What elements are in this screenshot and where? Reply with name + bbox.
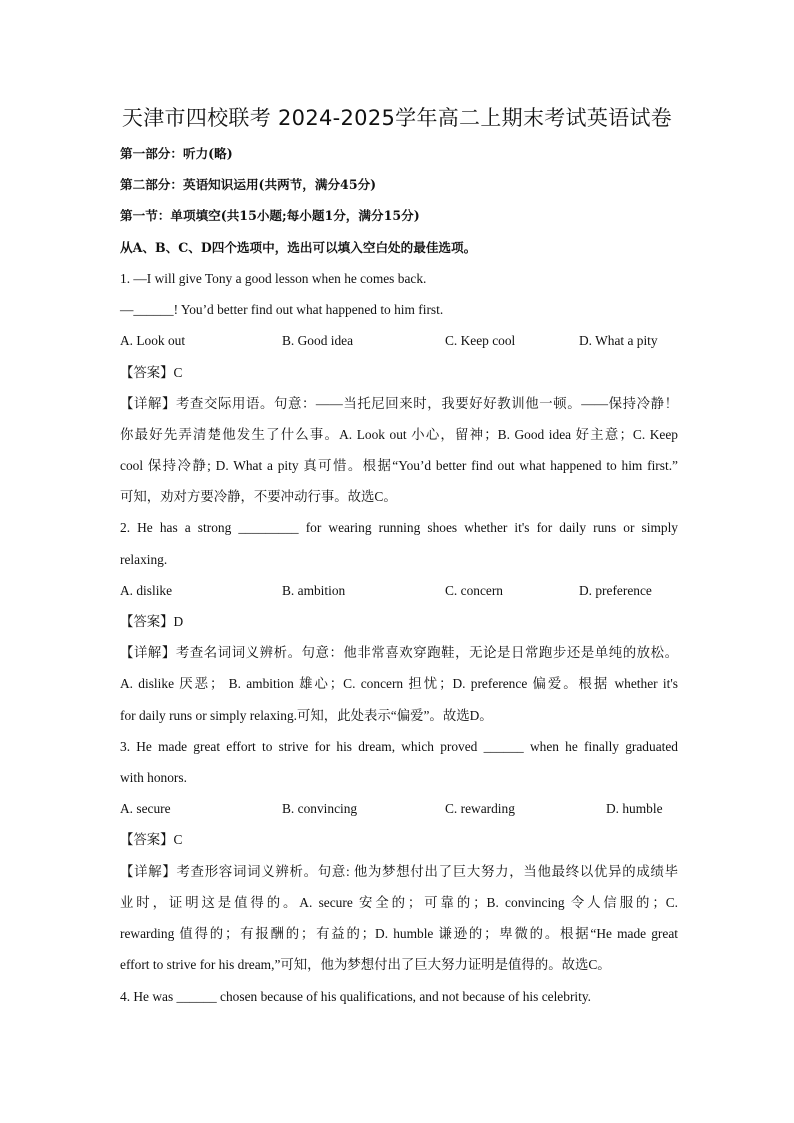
q3-stem-cont: with honors. <box>120 770 187 785</box>
instruction: 从A、B、C、D四个选项中，选出可以填入空白处的最佳选项。 <box>120 240 477 255</box>
q2-explain-line: 【详解】考查名词词义辨析。句意：他非常喜欢穿跑鞋，无论是日常跑步还是单纯的放松。 <box>120 645 678 660</box>
q1-stem-reply: —______! You’d better find out what happened to him first. <box>120 302 444 317</box>
q4-stem: 4. He was ______ chosen because of his qualifications, and not because of his celebrity. <box>120 989 592 1004</box>
q2-answer: 【答案】D <box>120 614 184 629</box>
part2-heading: 第二部分：英语知识运用(共两节，满分45分) <box>120 177 377 192</box>
q1-explain-line: cool 保持冷静; D. What a pity 真可惜。根据“You’d better find out what happened to him first.” <box>120 458 678 473</box>
section1-heading: 第一节：单项填空(共15小题;每小题1分，满分15分) <box>120 208 420 223</box>
q3-option-d: D. humble <box>606 801 663 816</box>
q1-answer: 【答案】C <box>120 365 183 380</box>
q3-explain-line: 【详解】考查形容词词义辨析。句意: 他为梦想付出了巨大努力，当他最终以优异的成绩毕 <box>120 864 678 879</box>
q2-explain-line: for daily runs or simply relaxing.可知，此处表示“偏爱”。故选D。 <box>120 708 493 723</box>
q2-option-d: D. preference <box>579 583 652 598</box>
q3-answer: 【答案】C <box>120 832 183 847</box>
q3-explain-line: effort to strive for his dream,”可知，他为梦想付出了巨大努力证明是值得的。故选C。 <box>120 957 611 972</box>
page-title: 天津市四校联考 2024-2025学年高二上期末考试英语试卷 <box>121 106 673 130</box>
q3-option-c: C. rewarding <box>445 801 515 816</box>
q3-option-b: B. convincing <box>282 801 358 816</box>
q2-option-b: B. ambition <box>282 583 346 598</box>
q3-explain-line: rewarding 值得的；有报酬的；有益的；D. humble 谦逊的；卑微的。根据“He made great <box>120 926 678 941</box>
q3-explain-line: 业时，证明这是值得的。A. secure 安全的；可靠的；B. convincing 令人信服的；C. <box>120 895 678 910</box>
q1-explain-line: 【详解】考查交际用语。句意：——当托尼回来时，我要好好教训他一顿。——保持冷静！ <box>120 396 678 411</box>
q1-explain-line: 可知，劝对方要冷静，不要冲动行事。故选C。 <box>120 489 397 504</box>
q2-option-c: C. concern <box>445 583 504 598</box>
q2-stem: 2. He has a strong _________ for wearing running shoes whether it's for daily runs or simply <box>120 520 678 535</box>
q1-stem: 1. —I will give Tony a good lesson when he comes back. <box>120 271 427 286</box>
q3-stem: 3. He made great effort to strive for his dream, which proved ______ when he finally graduated <box>120 739 678 754</box>
q1-option-d: D. What a pity <box>579 333 658 348</box>
q1-option-a: A. Look out <box>120 333 186 348</box>
q2-option-a: A. dislike <box>120 583 173 598</box>
q1-option-b: B. Good idea <box>282 333 354 348</box>
q1-option-c: C. Keep cool <box>445 333 516 348</box>
q1-explain-line: 你最好先弄清楚他发生了什么事。A. Look out 小心，留神；B. Good idea 好主意；C. Keep <box>120 427 678 442</box>
part1-heading: 第一部分：听力(略) <box>120 146 233 161</box>
q3-option-a: A. secure <box>120 801 171 816</box>
q2-stem-cont: relaxing. <box>120 552 168 567</box>
q2-explain-line: A. dislike 厌恶； B. ambition 雄心；C. concern 担忧；D. preference 偏爱。根据 whether it's <box>120 676 678 691</box>
